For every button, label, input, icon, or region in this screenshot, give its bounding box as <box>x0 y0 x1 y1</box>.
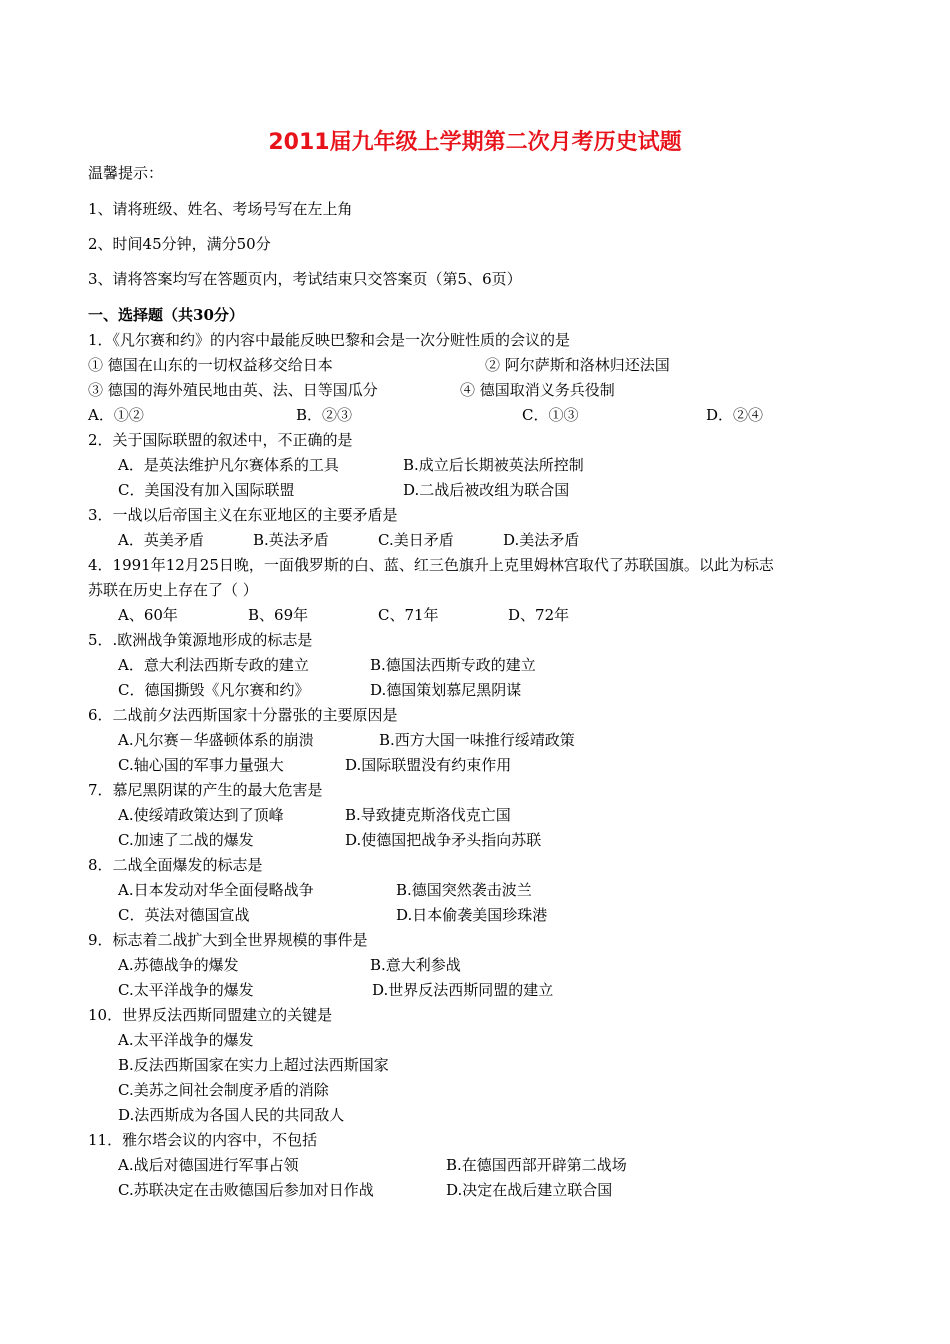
option-b: B.反法西斯国家在实力上超过法西斯国家 <box>118 1056 389 1074</box>
option-d: D.二战后被改组为联合国 <box>403 481 570 499</box>
option-c: C．英法对德国宣战 <box>118 906 250 924</box>
option-a: A．是英法维护凡尔赛体系的工具 <box>118 456 339 474</box>
option-c: C．①③ <box>522 406 579 424</box>
option-a: A.日本发动对华全面侵略战争 <box>118 881 314 899</box>
question-stem-continued: 苏联在历史上存在了（ ） <box>88 581 258 599</box>
option-c: C.美日矛盾 <box>378 531 454 549</box>
question-stem: 9．标志着二战扩大到全世界规模的事件是 <box>88 931 368 949</box>
tip-item: 1、请将班级、姓名、考场号写在左上角 <box>88 200 353 218</box>
question-stem: 6．二战前夕法西斯国家十分嚣张的主要原因是 <box>88 706 398 724</box>
option-d: D.日本偷袭美国珍珠港 <box>396 906 548 924</box>
option-d: D.法西斯成为各国人民的共同敌人 <box>118 1106 345 1124</box>
option-a: A.凡尔赛－华盛顿体系的崩溃 <box>118 731 314 749</box>
option-d: D.使德国把战争矛头指向苏联 <box>345 831 542 849</box>
option-b: B.英法矛盾 <box>253 531 329 549</box>
option-d: D.国际联盟没有约束作用 <box>345 756 512 774</box>
question-stem: 7．慕尼黑阴谋的产生的最大危害是 <box>88 781 323 799</box>
question-stem: 10．世界反法西斯同盟建立的关键是 <box>88 1006 333 1024</box>
tip-item: 2、时间45分钟，满分50分 <box>88 235 271 253</box>
option-b: B．②③ <box>296 406 353 424</box>
option-d: D.世界反法西斯同盟的建立 <box>372 981 554 999</box>
question-stem: 5．.欧洲战争策源地形成的标志是 <box>88 631 313 649</box>
option-c: C、71年 <box>378 606 439 624</box>
option-b: B.意大利参战 <box>370 956 461 974</box>
option-d: D.决定在战后建立联合国 <box>446 1181 613 1199</box>
option-d: D.德国策划慕尼黑阴谋 <box>370 681 522 699</box>
option-b: B.西方大国一味推行绥靖政策 <box>379 731 575 749</box>
option-a: A.战后对德国进行军事占领 <box>118 1156 299 1174</box>
option-b: B.在德国西部开辟第二战场 <box>446 1156 627 1174</box>
option-c: C.轴心国的军事力量强大 <box>118 756 284 774</box>
option-a: A.使绥靖政策达到了顶峰 <box>118 806 284 824</box>
option-c: C.美苏之间社会制度矛盾的消除 <box>118 1081 329 1099</box>
option-b: B.导致捷克斯洛伐克亡国 <box>345 806 511 824</box>
statement: ③ 德国的海外殖民地由英、法、日等国瓜分 <box>88 381 378 399</box>
option-b: B.德国法西斯专政的建立 <box>370 656 536 674</box>
statement: ② 阿尔萨斯和洛林归还法国 <box>485 356 670 374</box>
question-stem: 8．二战全面爆发的标志是 <box>88 856 263 874</box>
option-c: C.太平洋战争的爆发 <box>118 981 254 999</box>
option-c: C.加速了二战的爆发 <box>118 831 254 849</box>
question-stem: 1．《凡尔赛和约》的内容中最能反映巴黎和会是一次分赃性质的会议的是 <box>88 331 571 349</box>
option-a: A.苏德战争的爆发 <box>118 956 239 974</box>
page-title: 2011届九年级上学期第二次月考历史试题 <box>268 130 682 155</box>
option-a: A.太平洋战争的爆发 <box>118 1031 254 1049</box>
option-a: A．①② <box>88 406 144 424</box>
option-a: A．英美矛盾 <box>118 531 204 549</box>
tip-item: 3、请将答案均写在答题页内，考试结束只交答案页（第5、6页） <box>88 270 522 288</box>
option-c: C.苏联决定在击败德国后参加对日作战 <box>118 1181 374 1199</box>
statement: ④ 德国取消义务兵役制 <box>460 381 615 399</box>
section-heading: 一、选择题（共30分） <box>88 306 244 324</box>
option-a: A．意大利法西斯专政的建立 <box>118 656 309 674</box>
question-stem: 4．1991年12月25日晚，一面俄罗斯的白、蓝、红三色旗升上克里姆林宫取代了苏联国旗。以此为标志 <box>88 556 774 574</box>
option-d: D.美法矛盾 <box>503 531 580 549</box>
statement: ① 德国在山东的一切权益移交给日本 <box>88 356 333 374</box>
option-d: D、72年 <box>508 606 570 624</box>
tips-heading: 温馨提示： <box>88 164 164 182</box>
option-c: C．德国撕毁《凡尔赛和约》 <box>118 681 310 699</box>
question-stem: 11．雅尔塔会议的内容中，不包括 <box>88 1131 318 1149</box>
option-d: D．②④ <box>706 406 764 424</box>
option-c: C．美国没有加入国际联盟 <box>118 481 295 499</box>
question-stem: 3．一战以后帝国主义在东亚地区的主要矛盾是 <box>88 506 398 524</box>
option-a: A、60年 <box>118 606 178 624</box>
question-stem: 2．关于国际联盟的叙述中，不正确的是 <box>88 431 353 449</box>
option-b: B、69年 <box>248 606 309 624</box>
option-b: B.成立后长期被英法所控制 <box>403 456 584 474</box>
option-b: B.德国突然袭击波兰 <box>396 881 532 899</box>
